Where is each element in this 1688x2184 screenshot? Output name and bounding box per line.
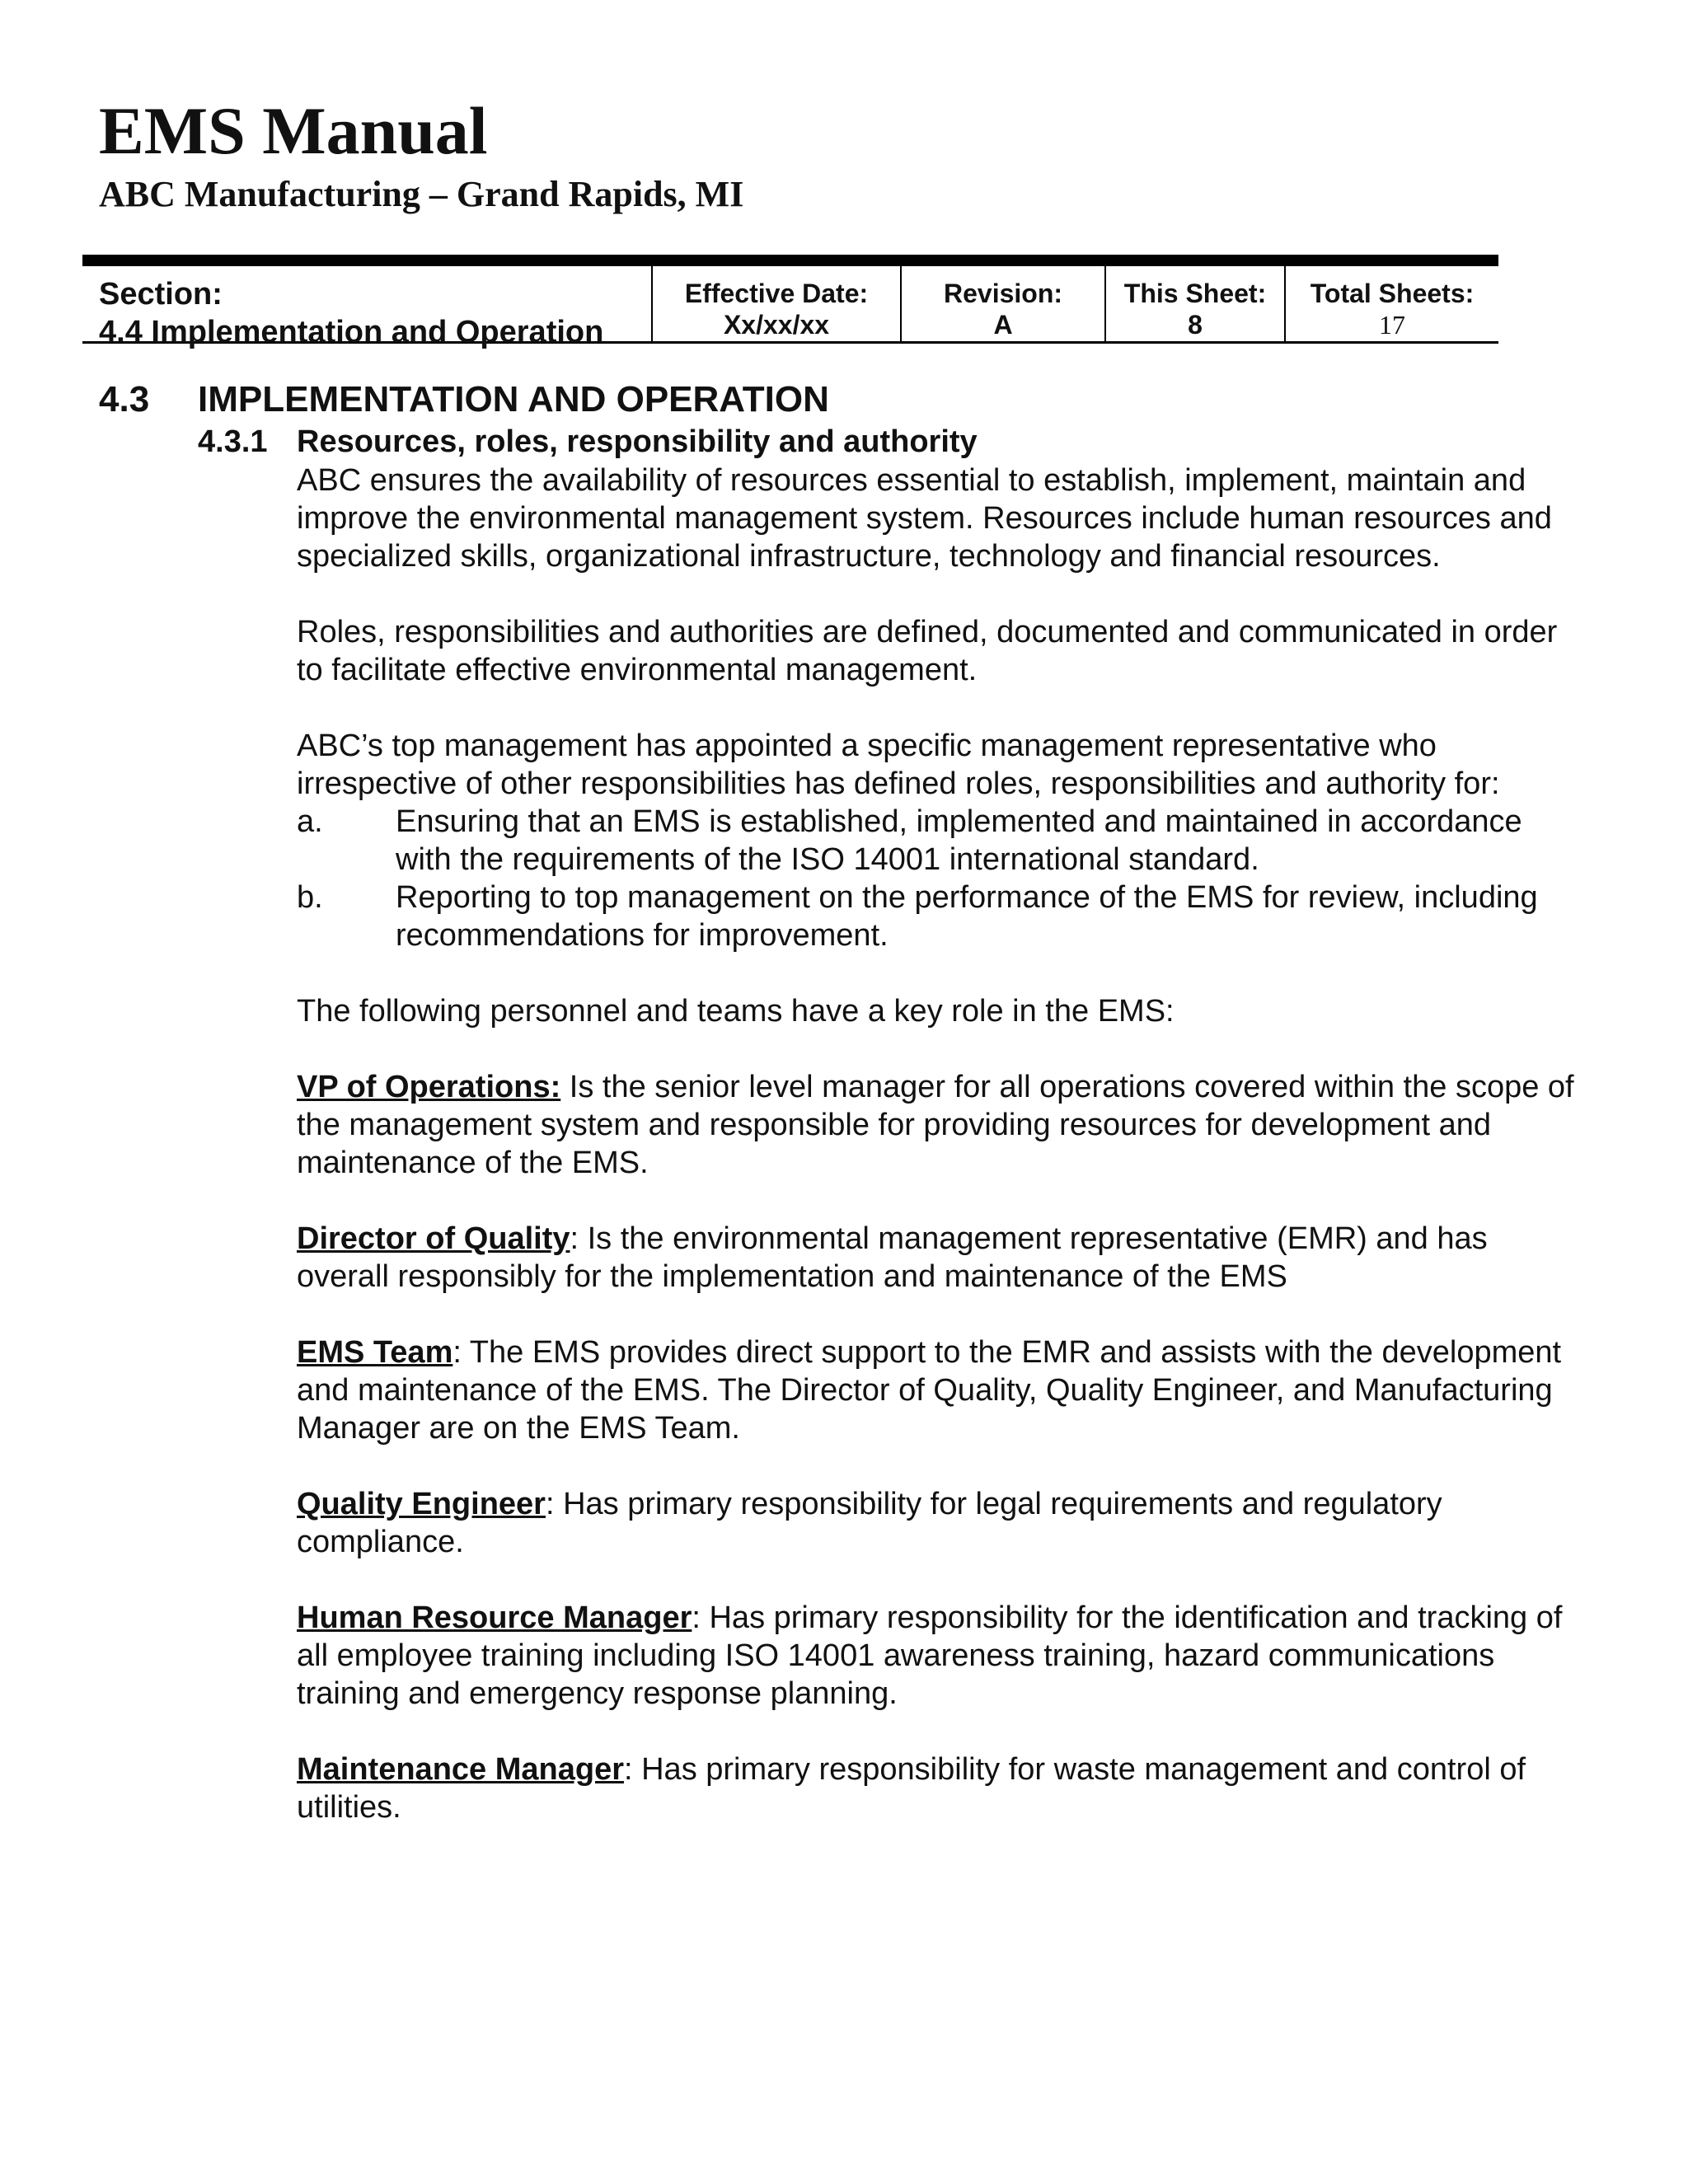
list-item xyxy=(297,879,1582,954)
total-sheets-label: Total Sheets: xyxy=(1310,279,1475,308)
revision-value: A xyxy=(993,310,1013,340)
this-sheet-cell xyxy=(1104,266,1284,341)
subsection-number: 4.3.1 xyxy=(198,424,268,459)
revision-label: Revision: xyxy=(943,279,1063,308)
paragraph-management: ABC’s top management has appointed a specific management representative who irrespective of other responsibilities has defined roles, responsibilities and authority for: xyxy=(297,729,1500,801)
role-description: Is the senior level manager for all operations covered within the scope of the management system and responsible for providing resources for development and maintenance of the EMS. xyxy=(297,1070,1574,1180)
section-number: 4.3 xyxy=(99,379,150,419)
role-director-quality xyxy=(297,1220,1582,1296)
role-description: : Has primary responsibility for the identification and tracking of all employee training including ISO 14001 awareness training, hazard communications training and emergency response planning. xyxy=(297,1601,1563,1711)
role-hr-manager xyxy=(297,1599,1582,1713)
role-vp-operations xyxy=(297,1068,1582,1182)
subsection-heading xyxy=(198,424,978,460)
subsection-title: Resources, roles, responsibility and authority xyxy=(297,424,978,459)
paragraph-key-roles-intro: The following personnel and teams have a key role in the EMS: xyxy=(297,994,1175,1029)
paragraph-roles: Roles, responsibilities and authorities are defined, documented and communicated in order to facilitate effective environmental management. xyxy=(297,615,1558,687)
section-heading xyxy=(99,379,829,420)
role-maintenance-manager xyxy=(297,1750,1582,1826)
section-value: 4.4 Implementation and Operation xyxy=(99,315,604,349)
total-sheets-cell xyxy=(1284,266,1498,341)
this-sheet-label: This Sheet: xyxy=(1123,279,1267,308)
role-description: : Is the environmental management representative (EMR) and has overall responsibly for the implementation and maintenance of the EMS xyxy=(297,1221,1488,1294)
document-title: EMS Manual xyxy=(99,93,488,168)
section-title: IMPLEMENTATION AND OPERATION xyxy=(198,379,829,419)
role-term: VP of Operations: xyxy=(297,1070,561,1104)
section-label: Section: xyxy=(99,277,223,312)
role-description: : The EMS provides direct support to the EMR and assists with the development and maintenance of the EMS. The Director of Quality, Quality Engineer, and Manufacturing Manager are on the EMS Team. xyxy=(297,1335,1562,1446)
list-text: Ensuring that an EMS is established, implemented and maintained in accordance with the requirements of the ISO 14001 international standard. xyxy=(396,804,1522,877)
section-cell xyxy=(82,266,651,349)
list-item xyxy=(297,803,1582,879)
list-text: Reporting to top management on the performance of the EMS for review, including recommendations for improvement. xyxy=(396,880,1538,953)
role-term: Human Resource Manager xyxy=(297,1601,692,1635)
role-term: Quality Engineer xyxy=(297,1487,546,1521)
role-quality-engineer xyxy=(297,1485,1582,1561)
role-ems-team xyxy=(297,1333,1582,1447)
this-sheet-value: 8 xyxy=(1188,310,1203,340)
role-term: EMS Team xyxy=(297,1335,453,1370)
effective-date-label: Effective Date: xyxy=(684,279,869,308)
effective-date-cell xyxy=(651,266,900,341)
list-marker: a. xyxy=(297,804,323,839)
role-term: Director of Quality xyxy=(297,1221,570,1256)
role-term: Maintenance Manager xyxy=(297,1752,624,1787)
role-description: : Has primary responsibility for legal requirements and regulatory compliance. xyxy=(297,1487,1442,1559)
paragraph-resources: ABC ensures the availability of resources essential to establish, implement, maintain and improve the environmental management system. Resources include human resources and specialized skills, organizational infrastructure, technology and financial resources. xyxy=(297,463,1552,574)
total-sheets-value: 17 xyxy=(1379,310,1405,340)
document-subtitle: ABC Manufacturing – Grand Rapids, MI xyxy=(99,174,744,214)
list-marker: b. xyxy=(297,880,323,915)
effective-date-value: Xx/xx/xx xyxy=(723,310,830,340)
role-description: : Has primary responsibility for waste management and control of utilities. xyxy=(297,1752,1526,1825)
section-body xyxy=(297,462,1582,1826)
revision-cell xyxy=(900,266,1104,341)
header-table xyxy=(82,255,1498,349)
